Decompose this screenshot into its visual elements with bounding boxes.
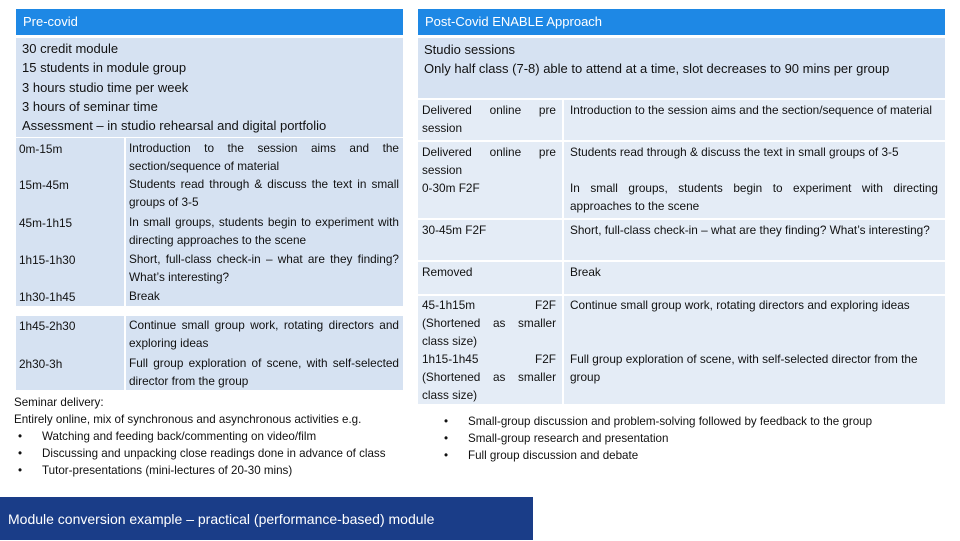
schedule-time: 2h30-3h [19,357,63,371]
intro-line: Only half class (7-8) able to attend at a time, slot decreases to 90 mins per group [424,61,890,77]
pre-covid-schedule [16,138,403,388]
row-desc: Continue small group work, rotating directors and exploring ideas [570,298,910,312]
schedule-desc: Continue small group work, rotating directors and exploring ideas [129,318,399,350]
intro-line: Assessment – in studio rehearsal and digital portfolio [22,118,327,134]
footer-banner: Module conversion example – practical (performance-based) module [0,497,533,540]
schedule-desc: Students read through & discuss the text in small groups of 3-5 [129,177,399,209]
seminar-delivery [14,394,414,479]
list-item: • Small-group research and presentation [440,430,890,447]
pre-covid-header: Pre-covid [16,9,403,35]
intro-line: 3 hours of seminar time [22,98,158,114]
pre-covid-intro [16,38,403,137]
schedule-time: 0m-15m [19,142,63,156]
row-desc: Break [570,265,601,279]
row-time: 45-1h15m F2F (Shortened as smaller class size) [422,298,556,348]
post-covid-header: Post-Covid ENABLE Approach [418,9,945,35]
intro-line: Studio sessions [424,42,516,57]
table-row [418,100,945,140]
row-desc: Short, full-class check-in – what are they finding? What’s interesting? [570,223,930,237]
table-row [418,296,945,404]
row-time: 1h15-1h45 F2F (Shortened as smaller class size) [422,352,556,402]
intro-line: 3 hours studio time per week [22,79,189,95]
list-item: • Small-group discussion and problem-solving followed by feedback to the group [440,413,890,430]
row-time: Delivered online pre session [422,103,556,135]
row-desc: Introduction to the session aims and the section/sequence of material [570,103,932,117]
row-time: 0-30m F2F [422,181,480,195]
row-desc: Full group exploration of scene, with self-selected director from the group [570,352,918,384]
schedule-time: 1h30-1h45 [19,290,76,304]
schedule-desc: In small groups, students begin to experiment with directing approaches to the scene [129,215,399,247]
row-time: Delivered online pre session [422,145,556,177]
list-item: • Full group discussion and debate [440,447,890,464]
schedule-time: 45m-1h15 [19,216,73,230]
schedule-desc: Short, full-class check-in – what are they finding? What’s interesting? [129,252,399,284]
intro-line: 30 credit module [22,41,119,56]
row-desc: In small groups, students begin to experiment with directing approaches to the scene [570,181,938,213]
table-row [418,142,945,218]
schedule-desc: Break [129,289,160,303]
intro-line: 15 students in module group [22,60,187,76]
table-row [418,262,945,294]
list-item: • Watching and feeding back/commenting on video/film [14,428,414,445]
row-time: Removed [422,265,473,279]
list-item: • Discussing and unpacking close readings done in advance of class [14,445,414,462]
schedule-time: 1h15-1h30 [19,253,76,267]
post-covid-bullets [440,413,890,464]
post-covid-intro [418,38,945,98]
seminar-title: Seminar delivery: [14,396,104,409]
schedule-time: 15m-45m [19,178,69,192]
row-desc: Students read through & discuss the text in small groups of 3-5 [570,145,899,159]
row-time: 30-45m F2F [422,223,487,237]
list-item: • Tutor-presentations (mini-lectures of 20-30 mins) [14,462,414,479]
schedule-desc: Introduction to the session aims and the section/sequence of material [129,141,399,173]
schedule-time: 1h45-2h30 [19,319,76,333]
schedule-desc: Full group exploration of scene, with self-selected director from the group [129,356,399,388]
seminar-intro: Entirely online, mix of synchronous and asynchronous activities e.g. [14,413,362,426]
table-row [418,220,945,260]
